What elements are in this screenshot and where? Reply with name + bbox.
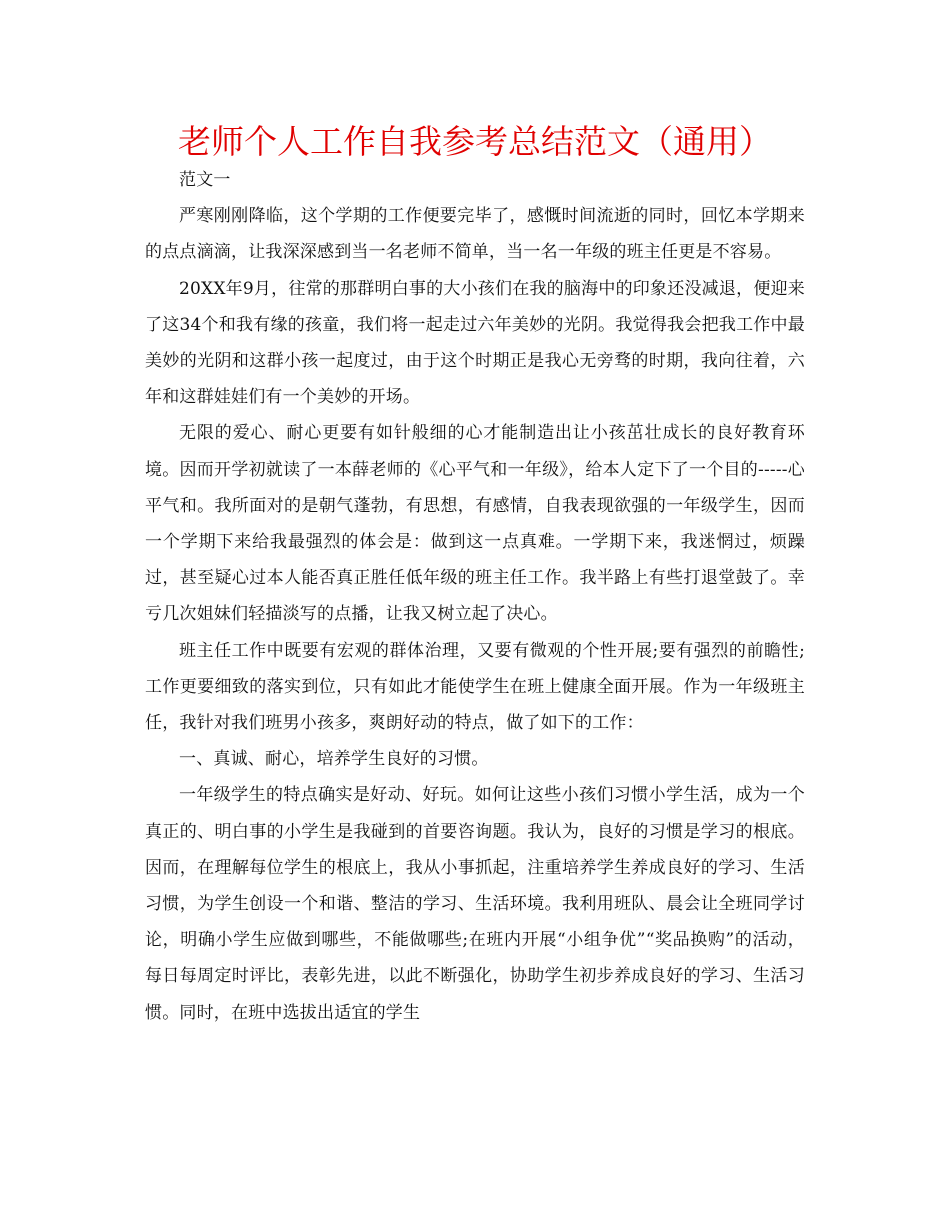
paragraph: 一年级学生的特点确实是好动、好玩。如何让这些小孩们习惯小学生活，成为一个真正的、明白事的小学生是我碰到的首要咨询题。我认为，良好的习惯是学习的根底。因而，在理解每位学生的根底上，我从小事抓起，注重培养学生养成良好的学习、生活习惯，为学生创设一个和谐、整洁的学习、生活环境。我利用班队、晨会让全班同学讨论，明确小学生应做到哪些，不能做哪些;在班内开展“小组争优”“奖品换购”的活动，每日每周定时评比，表彰先进，以此不断强化，协助学生初步养成良好的学习、生活习惯。同时，在班中选拔出适宜的学生 — [145, 785, 805, 1023]
paragraph: 20XX年9月，往常的那群明白事的大小孩们在我的脑海中的印象还没减退，便迎来了这34个和我有缘的孩童，我们将一起走过六年美妙的光阴。我觉得我会把我工作中最美妙的光阴和这群小孩一起度过，由于这个时期正是我心无旁骛的时期，我向往着，六年和这群娃娃们有一个美妙的开场。 — [145, 278, 805, 408]
section-heading: 一、真诚、耐心，培养学生良好的习惯。 — [179, 749, 489, 770]
document-body — [145, 162, 805, 1031]
document-title: 老师个人工作自我参考总结范文（通用） — [178, 122, 772, 161]
paragraph: 班主任工作中既要有宏观的群体治理，又要有微观的个性开展;要有强烈的前瞻性;工作更要细致的落实到位，只有如此才能使学生在班上健康全面开展。作为一年级班主任，我针对我们班男小孩多，爽朗好动的特点，做了如下的工作： — [145, 640, 805, 734]
paragraph: 严寒刚刚降临，这个学期的工作便要完毕了，感慨时间流逝的同时，回忆本学期来的点点滴滴，让我深深感到当一名老师不简单，当一名一年级的班主任更是不容易。 — [145, 206, 805, 263]
section-label: 范文一 — [179, 170, 231, 190]
paragraph: 无限的爱心、耐心更要有如针般细的心才能制造出让小孩茁壮成长的良好教育环境。因而开学初就读了一本薛老师的《心平气和一年级》，给本人定下了一个目的-----心平气和。我所面对的是朝气蓬勃，有思想，有感情，自我表现欲强的一年级学生，因而一个学期下来给我最强烈的体会是：做到这一点真难。一学期下来，我迷惘过，烦躁过，甚至疑心过本人能否真正胜任低年级的班主任工作。我半路上有些打退堂鼓了。幸亏几次姐妹们轻描淡写的点播，让我又树立起了决心。 — [145, 423, 805, 625]
